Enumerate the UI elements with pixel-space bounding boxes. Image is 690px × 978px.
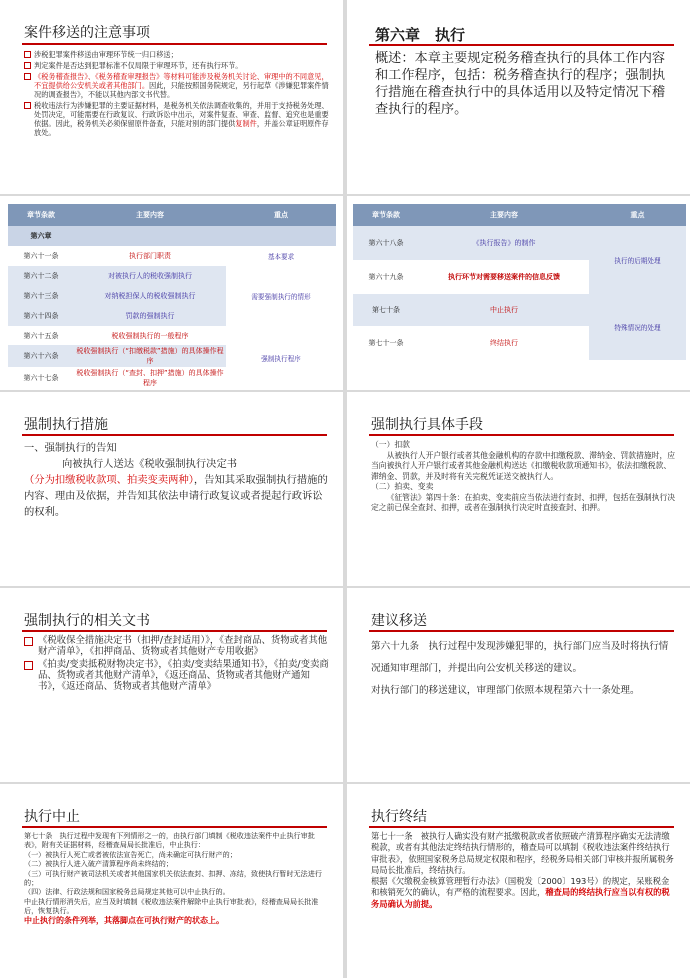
articles-table: [353, 204, 686, 360]
articles-table: [8, 204, 336, 389]
slide-execution-suspension: [0, 784, 343, 978]
slide-body: [24, 635, 329, 694]
chapter-summary: 概述：本章主要规定税务稽查执行的具体工作内容和工作程序，包括：税务稽查执行的程序；强制执行措施在稽查执行中的具体适用以及特定情况下稽查执行的程序。: [375, 51, 666, 117]
notes-list: [24, 50, 329, 139]
slide-enforcement-means: [347, 392, 690, 586]
table-row: 第六十六条 税收强制执行（“扣缴税款”措施）的具体操作程序: [8, 345, 336, 367]
slide-body: 一、强制执行的告知 向被执行人送达《税收强制执行决定书 （分为扣缴税收款项、拍卖变卖两种），告知其采取强制执行措施的内容、理由及依据，并告知其依法申请行政复议或者提起行政诉讼的权利。: [24, 442, 328, 518]
slide-body: 第七十条 执行过程中发现有下列情形之一的，由执行部门填制《税收违法案件中止执行审批表》，附有关证据材料，经稽查局局长批准后，中止执行： （一）被执行人死亡或者被依法宣告死亡，尚未确定可执行财产的； （二）被执行人进入破产清算程序尚未终结的； （三）可执行财产被司法机关或者其他国家机关依法查封、扣押、冻结，致使执行暂时无法进行的； （四）法律、行政法规和国家税务总局规定其他可以中止执行的。 中止执行情形消失后，应当及时填制《税收违法案件解除中止执行审批表》，经稽查局局长批准后，恢复执行。 中止执行的条件列举，其落脚点在可执行财产的状态上。: [24, 831, 322, 925]
slide-enforcement-measures: [0, 392, 343, 586]
title-rule: [22, 434, 327, 436]
slide-transfer-suggestion: [347, 588, 690, 782]
table-row: 第六十二条 对被执行人的税收强制执行 需要强制执行的情形: [8, 266, 336, 286]
slide-chapter-six: [347, 0, 690, 194]
slide-table-articles-68-71: [347, 196, 690, 390]
checkbox-bullet-icon: [24, 661, 33, 670]
table-header: 重点: [226, 204, 336, 226]
title-rule: [369, 44, 674, 46]
checkbox-bullet-icon: [24, 51, 31, 58]
slide-related-documents: [0, 588, 343, 782]
table-header: 主要内容: [419, 204, 589, 226]
table-header: 主要内容: [74, 204, 226, 226]
table-row: 第七十一条 终结执行: [353, 326, 686, 360]
checkbox-bullet-icon: [24, 102, 31, 109]
slide-execution-termination: [347, 784, 690, 978]
table-row: 第六十七条 税收强制执行（“查封、扣押”措施）的具体操作程序: [8, 367, 336, 389]
table-row: 第六十八条 《执行报告》的制作 执行的后期处理: [353, 226, 686, 260]
table-row: 第六章: [8, 226, 336, 246]
slide-title: 强制执行的相关文书: [24, 613, 150, 629]
list-item: 《拍卖/变卖抵税财物决定书》，《拍卖/变卖结果通知书》，《拍卖/变卖商品、货物或者其他财产清单》，《返还商品、货物或者其他财产通知书》，《返还商品、货物或者其他财产清单》: [24, 659, 329, 692]
list-item: 涉税犯罪案件移送由审理环节统一归口移送；: [24, 50, 329, 59]
list-item: 《税收保全措施决定书（扣押/查封适用）》，《查封商品、货物或者其他财产清单》，《扣押商品、货物或者其他财产专用收据》: [24, 635, 329, 657]
table-header: 章节条款: [353, 204, 419, 226]
slide-body: 第六十九条 执行过程中发现涉嫌犯罪的，执行部门应当及时将执行情况通知审理部门，并提出向公安机关移送的建议。 对执行部门的移送建议，审理部门依照本规程第六十一条处理。: [371, 641, 669, 696]
slide-title: 建议移送: [371, 613, 427, 629]
slide-title: 案件移送的注意事项: [24, 25, 150, 41]
slide-title: 第六章 执行: [375, 26, 466, 44]
slide-case-transfer-notes: [0, 0, 343, 194]
list-item: 《税务稽查报告》、《税务稽查审理报告》等材料可能涉及税务机关讨论、审理中的不同意见，不宜提供给公安机关或者其他部门。因此，只能按照国务院规定，另行起草《涉嫌犯罪案件情况的调查报告》，不能以其他内部文书代替。: [24, 72, 329, 99]
slide-table-articles-61-67: [0, 196, 343, 390]
list-item: 税收违法行为涉嫌犯罪的主要证据材料，是税务机关依法调查收集的，并用于支持税务处理、处罚决定，可能需要在行政复议、行政诉讼中出示，对案件复查、审查、监督、追究也是重要依据。因此，税务机关必须保留原件备查，只能对别的部门提供复制件，并盖公章证明原件存放处。: [24, 101, 329, 137]
table-row: 第六十三条 对纳税担保人的税收强制执行: [8, 286, 336, 306]
table-row: 第六十四条 罚款的强制执行: [8, 306, 336, 326]
slide-title: 强制执行措施: [24, 417, 108, 433]
table-row: 第六十一条 执行部门职责 基本要求: [8, 246, 336, 266]
table-header: 章节条款: [8, 204, 74, 226]
title-rule: [369, 434, 674, 436]
slide-title: 执行终结: [371, 809, 427, 825]
title-rule: [369, 826, 674, 828]
slide-body: 第七十一条 被执行人确实没有财产抵缴税款或者依照破产清算程序确实无法清缴税款，或者有其他法定终结执行情形的，稽查局可以填制《税收违法案件终结执行审批表》，依照国家税务总局规定权限和程序，经税务局相关部门审核并报所属税务局局长批准后，终结执行。 根据《欠缴税金核算管理暂行办法》（国税发〔2000〕193号）的规定，呆账税金和核销死欠的确认，有严格的流程要求。因此，稽查局的终结执行应当以有权的税务局确认为前提。: [371, 831, 674, 909]
table-header: 重点: [589, 204, 686, 226]
table-row: 第六十五条 税收强制执行的一般程序 强制执行程序: [8, 326, 336, 345]
title-rule: [22, 826, 327, 828]
table-row: 第六十九条 执行环节对需要移送案件的信息反馈: [353, 260, 686, 294]
slide-body: （一）扣款 从被执行人开户银行或者其他金融机构的存款中扣缴税款、滞纳金、罚款措施时，应当向被执行人开户银行或者其他金融机构送达《扣缴税收款项通知书》，依法扣缴税款、滞纳金、罚款，并及时将有关完税凭证送交被执行人。 （二）拍卖、变卖 《征管法》第四十条：在拍卖、变卖前应当依法进行查封、扣押，包括在强制执行决定之前已保全查封、扣押，或者在强制执行决定时直接查封、扣押。: [371, 440, 676, 512]
title-rule: [369, 630, 674, 632]
title-rule: [22, 630, 327, 632]
title-rule: [22, 43, 327, 45]
table-row: 第七十条 中止执行 特殊情况的处理: [353, 294, 686, 326]
slide-title: 执行中止: [24, 809, 80, 825]
checkbox-bullet-icon: [24, 62, 31, 69]
slide-title: 强制执行具体手段: [371, 417, 483, 433]
list-item: 判定案件是否达到犯罪标准不仅局限于审理环节，还有执行环节。: [24, 61, 329, 70]
checkbox-bullet-icon: [24, 637, 33, 646]
checkbox-bullet-icon: [24, 73, 31, 80]
